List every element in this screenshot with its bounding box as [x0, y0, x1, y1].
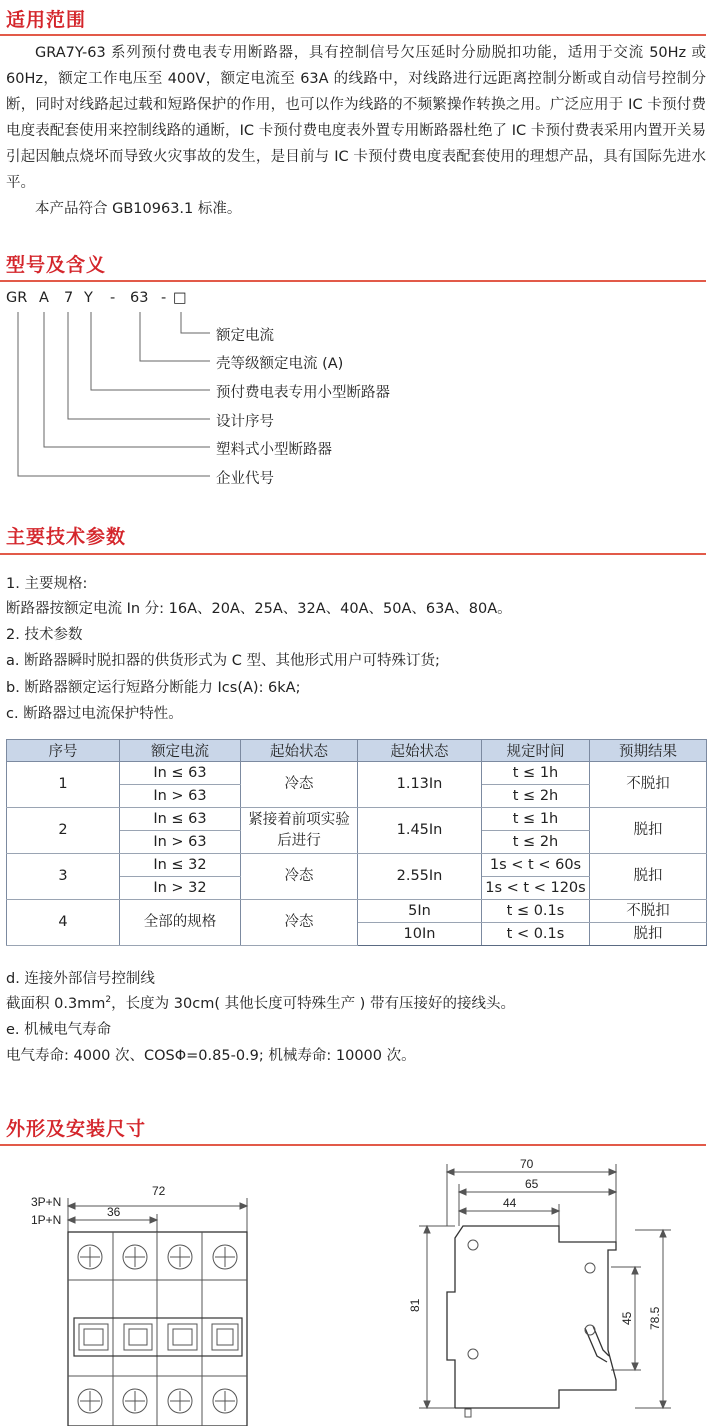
dim-72: 72 — [152, 1184, 166, 1198]
section-divider — [0, 280, 706, 282]
param-d-text-pre: 截面积 0.3mm — [6, 996, 106, 1012]
params-heading: 2. 技术参数 — [6, 627, 83, 643]
legend-prepaid-breaker: 预付费电表专用小型断路器 — [216, 385, 390, 401]
param-a: a. 断路器瞬时脱扣器的供货形式为 C 型、其他形式用户可特殊订货; — [6, 653, 440, 669]
cell-no: 2 — [7, 808, 120, 854]
cell-current: In > 63 — [120, 831, 241, 854]
section-divider — [0, 553, 706, 555]
cell-no: 4 — [7, 900, 120, 946]
cell-time: 1s < t < 60s — [482, 854, 590, 877]
param-b: b. 断路器额定运行短路分断能力 Ics(A): 6kA; — [6, 680, 301, 696]
dim-78-5: 78.5 — [648, 1306, 662, 1330]
cell-time: t ≤ 2h — [482, 831, 590, 854]
table-row — [7, 900, 707, 923]
scope-paragraph-1: GRA7Y-63 系列预付费电表专用断路器，具有控制信号欠压延时分励脱扣功能，适用于交流 50Hz 或 60Hz，额定工作电压至 400V，额定电流至 63A 的线路中，对线路进行远距离控制分断或自动信号控制分断，同时对线路起过载和短路保护的作用，也可以作为线路的不频繁操作转换之用。广泛应用于 IC 卡预付费电度表配套使用来控制线路的通断，IC 卡预付费电度表外置专用断路器杜绝了 IC 卡预付费表采用内置开关易引起因触点烧坏而导致火灾事故的发生，是目前与 IC 卡预付费电度表配套使用的理想产品，具有国际先进水平。 — [6, 45, 706, 191]
cell-current: 全部的规格 — [120, 900, 241, 946]
code-part-y: Y — [84, 290, 93, 306]
label-3p-n: 3P+N — [31, 1195, 62, 1209]
legend-rated-current: 额定电流 — [216, 328, 274, 344]
cell-multiple: 2.55In — [358, 854, 482, 900]
cell-state: 冷态 — [241, 762, 358, 808]
front-view-drawing — [0, 1150, 300, 1426]
legend-design-number: 设计序号 — [216, 414, 274, 430]
code-part-dash: - — [110, 290, 116, 306]
scope-text — [6, 40, 706, 222]
cell-multiple: 1.13In — [358, 762, 482, 808]
cell-no: 1 — [7, 762, 120, 808]
cell-current: In ≤ 32 — [120, 854, 241, 877]
cell-time: t ≤ 1h — [482, 762, 590, 785]
section-title-scope: 适用范围 — [6, 9, 87, 31]
legend-frame-current: 壳等级额定电流 (A) — [216, 356, 344, 372]
code-part-dash: - — [161, 290, 167, 306]
cell-time: 1s < t < 120s — [482, 877, 590, 900]
table-row — [7, 762, 707, 785]
overcurrent-table — [6, 739, 707, 946]
legend-plastic-breaker: 塑料式小型断路器 — [216, 442, 332, 458]
param-d-superscript: 2 — [105, 995, 112, 1006]
side-view-drawing — [395, 1150, 705, 1426]
cell-no: 3 — [7, 854, 120, 900]
dim-36: 36 — [107, 1205, 121, 1219]
header-rated-current: 额定电流 — [120, 740, 241, 762]
code-part-7: 7 — [64, 290, 74, 306]
cell-result: 脱扣 — [590, 923, 707, 946]
section-divider — [0, 1144, 706, 1146]
header-start-state: 起始状态 — [241, 740, 358, 762]
cell-result: 不脱扣 — [590, 900, 707, 923]
cell-current: In ≤ 63 — [120, 808, 241, 831]
cell-result: 脱扣 — [590, 808, 707, 854]
param-c: c. 断路器过电流保护特性。 — [6, 706, 183, 722]
cell-current: In ≤ 63 — [120, 762, 241, 785]
scope-paragraph-2: 本产品符合 GB10963.1 标准。 — [35, 201, 242, 217]
spec-heading: 1. 主要规格: — [6, 576, 88, 592]
code-part-a: A — [39, 290, 49, 306]
cell-time: t ≤ 0.1s — [482, 900, 590, 923]
section-title-dimensions: 外形及安装尺寸 — [6, 1118, 147, 1140]
cell-time: t < 0.1s — [482, 923, 590, 946]
cell-state: 冷态 — [241, 900, 358, 946]
table-header-row — [7, 740, 707, 762]
cell-result: 不脱扣 — [590, 762, 707, 808]
model-code-diagram — [0, 300, 220, 490]
cell-time: t ≤ 1h — [482, 808, 590, 831]
param-e-text: 电气寿命: 4000 次、COSΦ=0.85-0.9; 机械寿命: 10000 次。 — [6, 1048, 416, 1064]
table-row — [7, 808, 707, 831]
code-part-63: 63 — [130, 290, 149, 306]
param-d-text-post: ，长度为 30cm( 其他长度可特殊生产 ) 带有压接好的接线头。 — [111, 996, 515, 1012]
label-1p-n: 1P+N — [31, 1213, 62, 1227]
section-title-model: 型号及含义 — [6, 254, 107, 276]
cell-current: In > 63 — [120, 785, 241, 808]
dim-65: 65 — [525, 1177, 539, 1191]
dim-81: 81 — [408, 1298, 422, 1312]
cell-current: In > 32 — [120, 877, 241, 900]
dim-70: 70 — [520, 1157, 534, 1171]
header-start-multiple: 起始状态 — [358, 740, 482, 762]
header-time: 规定时间 — [482, 740, 590, 762]
cell-multiple: 5In — [358, 900, 482, 923]
code-part-box: □ — [173, 290, 187, 306]
param-d-heading: d. 连接外部信号控制线 — [6, 971, 155, 987]
dim-44: 44 — [503, 1196, 517, 1210]
cell-result: 脱扣 — [590, 854, 707, 900]
param-d-text — [6, 992, 515, 1013]
cell-state: 冷态 — [241, 854, 358, 900]
section-title-params: 主要技术参数 — [6, 526, 127, 548]
dim-45: 45 — [620, 1311, 634, 1325]
param-e-heading: e. 机械电气寿命 — [6, 1022, 112, 1038]
cell-multiple: 1.45In — [358, 808, 482, 854]
section-divider — [0, 34, 706, 36]
cell-time: t ≤ 2h — [482, 785, 590, 808]
legend-company-code: 企业代号 — [216, 471, 274, 487]
table-row — [7, 854, 707, 877]
header-result: 预期结果 — [590, 740, 707, 762]
header-no: 序号 — [7, 740, 120, 762]
cell-multiple: 10In — [358, 923, 482, 946]
spec-ratings: 断路器按额定电流 In 分: 16A、20A、25A、32A、40A、50A、63A、80A。 — [6, 601, 512, 617]
code-part-gr: GR — [6, 290, 28, 306]
cell-state: 紧接着前项实验后进行 — [241, 808, 358, 854]
